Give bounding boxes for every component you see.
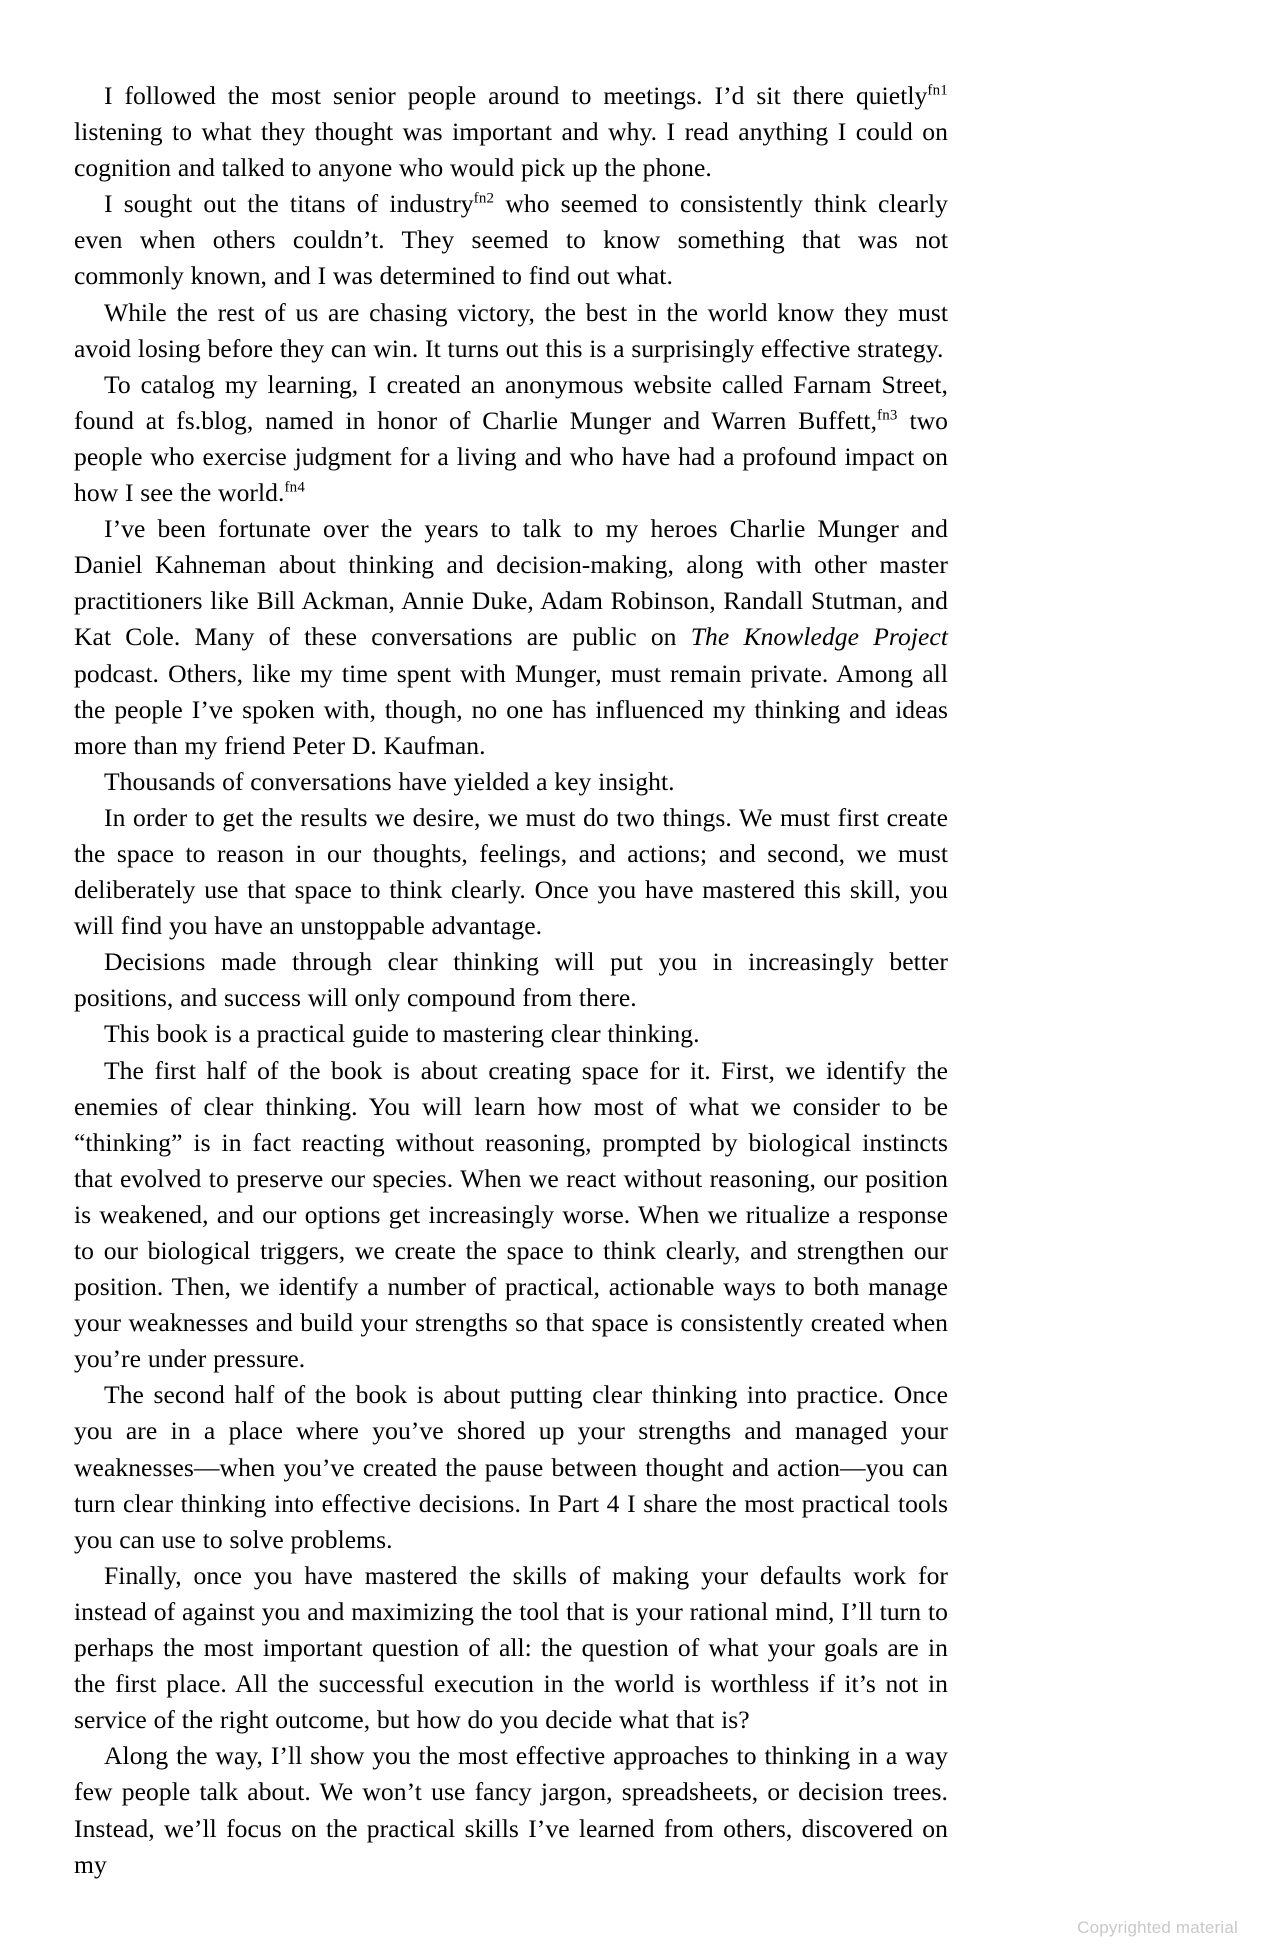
paragraph: Finally, once you have mastered the skills of making your defaults work for instead of against you and maximizing the tool that is your rational mind, I’ll turn to perhaps the most important question of all: the question of what your goals are in the first place. All the successful execution in the world is worthless if it’s not in service of the right outcome, but how do you decide what that is? [74,1560,948,1735]
paragraph: To catalog my learning, I created an anonymous website called Farnam Street, found at fs.blog, named in honor of Charlie Munger and Warren Buffett,$^{fn3}$ two people who exercise judgment for a living and who have had a profound impact on how I see the world.$^{fn4}$ [74,369,948,508]
paragraph: The second half of the book is about putting clear thinking into practice. Once you are in a place where you’ve shored up your strengths and managed your weaknesses—when you’ve created the pause between thought and action—you can turn clear thinking into effective decisions. In Part 4 I share the most practical tools you can use to solve problems. [74,1380,948,1554]
paragraph: I sought out the titans of industry$^{fn2}$ who seemed to consistently think clearly even when others couldn’t. They seemed to know something that was not commonly known, and I was determined to find out what. [74,189,948,291]
footnote-marker[interactable]: fn4 [284,479,306,496]
paragraph: Along the way, I’ll show you the most effective approaches to thinking in a way few people talk about. We won’t use fancy jargon, spreadsheets, or decision trees. Instead, we’ll focus on the practical skills I’ve learned from others, discovered on my [74,1741,948,1879]
copyright-watermark: Copyrighted material [1077,1918,1238,1937]
paragraph: I followed the most senior people around to meetings. I’d sit there quietly$^{fn1}$ listening to what they thought was important and why. I read anything I could on cognition and talked to anyone who would pick up the phone. [74,81,948,183]
paragraph: Decisions made through clear thinking will put you in increasingly better positions, and success will only compound from there. [74,947,948,1013]
footnote-marker[interactable]: fn3 [877,407,898,424]
body-text-column [74,78,948,1883]
paragraph: The first half of the book is about creating space for it. First, we identify the enemies of clear thinking. You will learn how most of what we consider to be “thinking” is in fact reacting without reasoning, prompted by biological instincts that evolved to preserve our species. When we react without reasoning, our position is weakened, and our options get increasingly worse. When we ritualize a response to our biological triggers, we create the space to think clearly, and strengthen our position. Then, we identify a number of practical, actionable ways to both manage your weaknesses and build your strengths so that space is consistently created when you’re under pressure. [74,1055,948,1374]
paragraph: While the rest of us are chasing victory, the best in the world know they must avoid losing before they can win. It turns out this is a surprisingly effective strategy. [74,297,948,363]
paragraph: Thousands of conversations have yielded a key insight. [104,766,675,796]
footnote-marker[interactable]: fn2 [473,190,495,207]
paragraph: In order to get the results we desire, we must do two things. We must first create the space to reason in our thoughts, feelings, and actions; and second, we must deliberately use that space to think clearly. Once you have mastered this skill, you will find you have an unstoppable advantage. [74,802,948,941]
paragraph: This book is a practical guide to mastering clear thinking. [104,1019,700,1049]
paragraph: I’ve been fortunate over the years to talk to my heroes Charlie Munger and Daniel Kahneman about thinking and decision-making, along with other master practitioners like Bill Ackman, Annie Duke, Adam Robinson, Randall Stutman, and Kat Cole. Many of these conversations are public on The Knowledge Project podcast. Others, like my time spent with Munger, must remain private. Among all the people I’ve spoken with, though, no one has influenced my thinking and ideas more than my friend Peter D. Kaufman. [74,514,948,760]
italic-title: The Knowledge Project [690,622,948,652]
footnote-marker[interactable]: fn1 [927,82,948,99]
